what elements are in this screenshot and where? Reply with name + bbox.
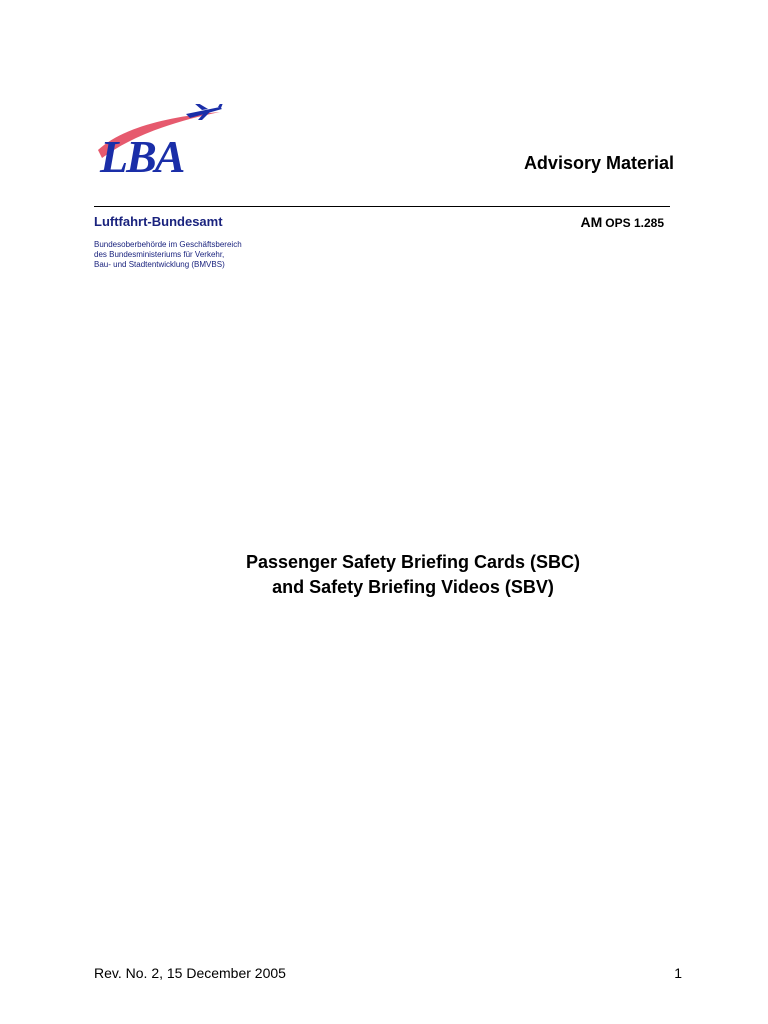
- reference-code: OPS 1.285: [605, 216, 664, 230]
- document-type-heading: Advisory Material: [523, 153, 674, 173]
- header-divider: [94, 206, 670, 207]
- document-title-line-2: and Safety Briefing Videos (SBV): [272, 577, 554, 597]
- authority-subtitle-line: Bau- und Stadtentwicklung (BMVBS): [94, 260, 225, 269]
- reference-number: [581, 214, 665, 232]
- document-title-line-1: Passenger Safety Briefing Cards (SBC): [245, 552, 581, 572]
- logo-letters: LBA: [100, 131, 184, 176]
- authority-subtitle: [94, 240, 242, 270]
- lba-logo: [94, 104, 224, 176]
- authority-name: Luftfahrt-Bundesamt: [94, 214, 223, 229]
- authority-subtitle-line: Bundesoberbehörde im Geschäftsbereich: [94, 240, 242, 249]
- authority-subtitle-line: des Bundesministeriums für Verkehr,: [94, 250, 225, 259]
- reference-prefix: AM: [580, 214, 603, 230]
- page-number: 1: [674, 965, 682, 981]
- revision-info: Rev. No. 2, 15 December 2005: [94, 965, 286, 981]
